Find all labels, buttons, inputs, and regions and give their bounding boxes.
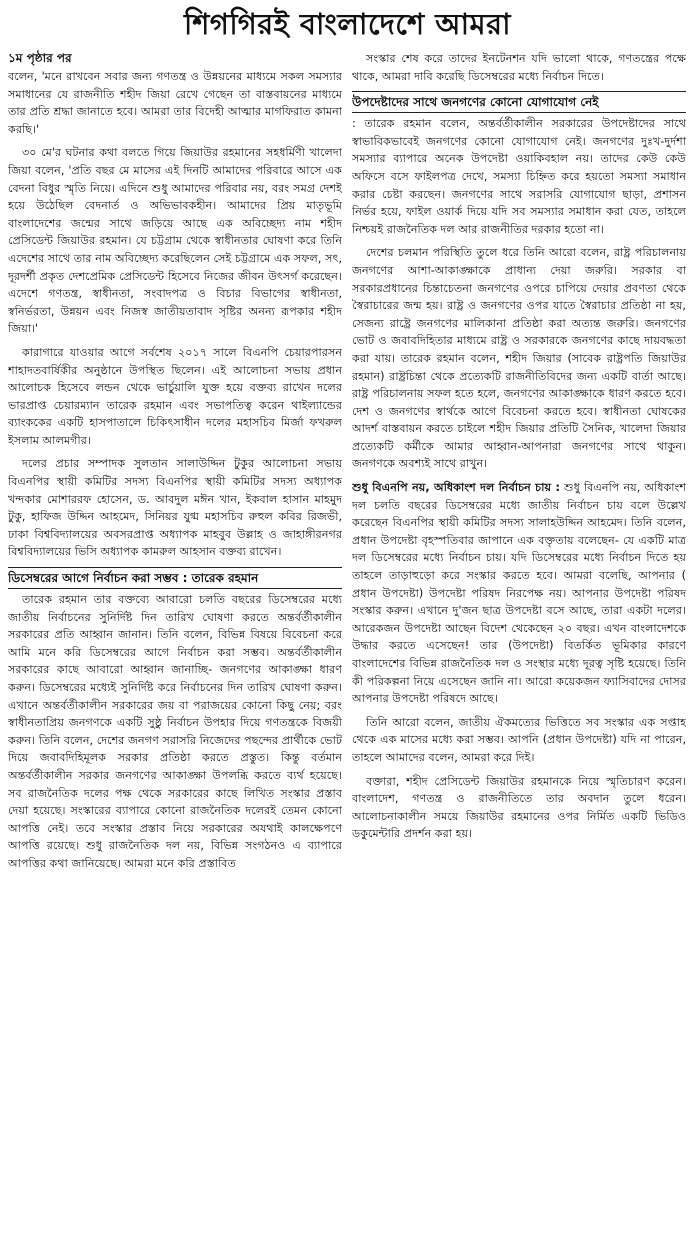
paragraph [352,479,686,708]
paragraph: তিনি আরো বলেন, জাতীয় ঐকমত্যের ভিত্তিতে সব সংস্কার এক সপ্তাহ থেকে এক মাসের মধ্যে করা সম্ভব। আপনি (প্রধান উপদেষ্টা) যদি না পারেন, তাহলে আমাদের বলেন, আমরা করে দিই। [352,715,686,764]
paragraph-text: শুধু বিএনপি নয়, অধিকাংশ দল চলতি বছরের ডিসেম্বরের মধ্যে জাতীয় নির্বাচন চায় বলে উল্লেখ করেছেন বিএনপির স্থায়ী কমিটির সদস্য সালাহউদ্দিন আহমেদ। তিনি বলেন, প্রধান উপদেষ্টা বৃহস্পতিবার জাপানে এক বক্তৃতায় বলেছেন- যে একটি মাত্র দল ডিসেম্বরের মধ্যে নির্বাচন চায়। যদি ডিসেম্বরের মধ্যে নির্বাচন দিতে হয় তাহলে তাড়াহুড়ো করে সংস্কার করতে হবে। আমরা বলেছি, আপনার ( প্রধান উপদেষ্টা) উপদেষ্টা পরিষদ নিরপেক্ষ নয়। আপনার উপদেষ্টা পরিষদ সংস্কার করুন। এখানে দু'জন ছাত্র উপদেষ্টা বসে আছে, তারা একটা দলের। আরেকজন উপদেষ্টা আছেন বিদেশ থেকেছেন ২০ বছর। এখন বাংলাদেশকে উদ্ধার করতে এসেছেন! তার (উপদেষ্টা) বিতর্কিত ভূমিকার কারণে বাংলাদেশের বিভিন্ন রাজনৈতিক দল ও সংস্থার মধ্যে দূরত্ব সৃষ্টি হয়েছে। তিনি কী পরিকল্পনা নিয়ে এসেছেন জানি না। আরো কয়েকজন ফ্যাসিবাদের দোসর আপনার উপদেষ্টা পরিষদে আছে। [352,481,686,706]
right-column [352,50,686,1254]
paragraph: কারাগারে যাওয়ার আগে সর্বশেষ ২০১৭ সালে বিএনপি চেয়ারপারসন শাহাদতবার্ষিকীর অনুষ্ঠানে উপস্থিত ছিলেন। এই আলোচনা সভায় প্রধান আলোচক হিসেবে লন্ডন থেকে ভার্চুয়ালি যুক্ত হয়ে বক্তব্য রাখেন দলের ভারপ্রাপ্ত চেয়ারম্যান তারেক রহমান এবং সভাপতিত্ব করেন থাইল্যান্ডের ব্যাংককের একটি হাসপাতালে চিকিৎসাধীন দলের মহাসচিব মির্জা ফখরুল ইসলাম আলমগীর। [8,345,342,447]
continued-from-label: ১ম পৃষ্ঠার পর [8,51,72,65]
subheading: উপদেষ্টাদের সাথে জনগণের কোনো যোগাযোগ নেই [352,91,686,113]
paragraph: বক্তারা, শহীদ প্রেসিডেন্ট জিয়াউর রহমানকে নিয়ে স্মৃতিচারণ করেন। বাংলাদেশ, গণতন্ত্র ও রাজনীতিতে তার অবদান তুলে ধরেন। আলোচনাকালীন সময়ে জিয়াউর রহমানের ওপর নির্মিত একটি ভিডিও ডকুমেন্টারি প্রদর্শন করা হয়। [352,774,686,841]
paragraph: দলের প্রচার সম্পাদক সুলতান সালাউদ্দিন টুকুর আলোচনা সভায় বিএনপির স্থায়ী কমিটির সদস্য বিএনপির স্থায়ী কমিটির সদস্য অধ্যাপক খন্দকার মোশাররফ হোসেন, ড. আবদুল মঈন খান, ইকবাল হাসান মাহমুদ টুকু, হাফিজ উদ্দিন আহমেদ, সিনিয়র যুগ্ম মহাসচিব রুহুল কবির রিজভী, ঢাকা বিশ্ববিদ্যালয়ের অবসরপ্রাপ্ত অধ্যাপক মাহবুব উল্লাহ ও জাহাঙ্গীরনগর বিশ্ববিদ্যালয়ের ভিসি অধ্যাপক কামরুল আহসান বক্তব্য রাখেন। [8,457,342,559]
paragraph: : তারেক রহমান বলেন, অন্তর্বর্তীকালীন সরকারের উপদেষ্টাদের সাথে স্বাভাবিকভাবেই জনগণের কোনো যোগাযোগ নেই। জনগণের দুঃখ-দুর্দশা সমস্যার ব্যাপারে অনেক উপদেষ্টা ওয়াকিবহাল নয়। তাদের কেউ কেউ অফিসে বসে ফাইলপত্র দেখে, সমস্যা চিহ্নিত করে হয়তো সমস্যা সমাধান করার চেষ্টা করছেন। জনগণের সাথে সরাসরি যোগাযোগ ছাড়া, প্রশাসন নির্ভর হয়ে, ফাইল ওয়ার্ক দিয়ে যদি সব সমস্যার সমাধান করা যেত, তাহলে নিশ্চয়ই রাজনৈতিক দল আর রাজনীতির দরকার হতো না। [352,117,686,236]
paragraph: বলেন, 'মনে রাখবেন সবার জন্য গণতন্ত্র ও উন্নয়নের মাধ্যমে সকল সমস্যার সমাধানের যে রাজনীতি শহীদ জিয়া রেখে গেছেন তা বাস্তবায়নের মাধ্যমে তার প্রতি শ্রদ্ধা জানাতে হবে। আমরা তার বিদেহী আত্মার মাগফিরাত কামনা করছি।' [8,70,342,136]
paragraph: সংস্কার শেষ করে তাদের ইনটেনশন যদি ভালো থাকে, গণতন্ত্রের পক্ষে থাকে, আমরা দাবি করেছি ডিসেম্বরের মধ্যে নির্বাচন দিতে। [352,52,686,83]
article-columns [8,50,687,1254]
headline: শিগগিরই বাংলাদেশে আমরা [183,7,512,41]
inline-subheading: শুধু বিএনপি নয়, অধিকাংশ দল নির্বাচন চায় : [352,481,560,495]
subheading: ডিসেম্বরের আগে নির্বাচন করা সম্ভব : তারেক রহমান [8,567,342,589]
paragraph: দেশের চলমান পরিস্থিতি তুলে ধরে তিনি আরো বলেন, রাষ্ট্র পরিচালনায় জনগণের আশা-আকাঙ্ক্ষাকে প্রাধান্য দেয়া জরুরি। সরকার বা সরকারপ্রধানের চিন্তাচেতনা জনগণের ওপরে চাপিয়ে দেয়ার প্রবণতা থেকে স্বৈরাচারের জন্ম হয়। রাষ্ট্র ও জনগণের ওপর যাতে স্বৈরাচার প্রতিষ্ঠা না হয়, সেজন্য রাষ্ট্রে জনগণের মালিকানা প্রতিষ্ঠা করা অত্যন্ত জরুরি। জনগণের ভোট ও জবাবদিহিতার মাধ্যমে রাষ্ট্র ও সরকারকে জনগণের কাছে দায়বদ্ধতা করা যায়। তারেক রহমান বলেন, শহীদ জিয়ার (সাবেক রাষ্ট্রপতি জিয়াউর রহমান) রাষ্ট্রচিন্তা থেকে প্রত্যেকটি রাজনীতিবিদের জন্য একটি বার্তা আছে। রাষ্ট্র পরিচালনায় সফল হতে হলে, জনগণের আকাঙ্ক্ষাকে ধারণ করতে হবে। দেশ ও জনগণের স্বার্থকে আগে বিবেচনা করতে হবে। স্বাধীনতা ঘোষকের আদর্শ বাস্তবায়ন করতে চাইলে শহীদ জিয়ার প্রতিটি সৈনিক, খালেদা জিয়ার প্রত্যেকটি কর্মীকে আমার আহ্বান-আপনারা জনগণের সাথে থাকুন। জনগণকে অবশ্যই সাথে রাখুন। [352,246,686,471]
paragraph: ৩০ মে'র ঘটনার কথা বলতে গিয়ে জিয়াউর রহমানের সহধর্মিণী খালেদা জিয়া বলেন, 'প্রতি বছর মে মাসের এই দিনটি আমাদের পরিবারে আসে এক বেদনা বিধুর স্মৃতি নিয়ে। এদিনে শুধু আমাদের পরিবার নয়, বরং সমগ্র দেশই হয়ে উঠেছিল বেদনার্ত ও অভিভাবকহীন। আমাদের প্রিয় মাতৃভূমি বাংলাদেশের জন্মের সাথে জড়িয়ে আছে এক অবিচ্ছেদ্য নাম শহীদ প্রেসিডেন্ট জিয়াউর রহমান। যে চট্টগ্রাম থেকে স্বাধীনতার ঘোষণা করে তিনি এদেশের সাথে তার নাম অবিচ্ছেদ্য করেছিলেন সেই চট্টগ্রামে এক সফল, সৎ, দূরদর্শী প্রকৃত দেশপ্রেমিক প্রেসিডেন্ট হিসেবে নিজের জীবন উৎসর্গ করেছেন। এদেশে গণতন্ত্র, স্বাধীনতা, সংবাদপত্র ও বিচার বিভাগের স্বাধীনতা, স্বনির্ভরতা, উন্নয়ন এবং নিজস্ব জাতীয়তাবাদ সৃষ্টির অনন্য রূপকার শহীদ জিয়া।' [8,146,342,336]
paragraph: তারেক রহমান তার বক্তব্যে আবারো চলতি বছরের ডিসেম্বরের মধ্যে জাতীয় নির্বাচনের সুনির্দিষ্ট দিন তারিখ ঘোষণা করতে অন্তর্বর্তীকালীন সরকারের প্রতি আহ্বান জানান। তিনি বলেন, বিভিন্ন বিষয়ে বিবেচনা করে আমি মনে করি ডিসেম্বরের আগে নির্বাচন করা সম্ভব। অন্তর্বর্তীকালীন সরকারের কাছে আবারো আহ্বান জানাচ্ছি- জনগণের আকাঙ্ক্ষা ধারণ করুন। ডিসেম্বরের মধ্যেই সুনির্দিষ্ট করে নির্বাচনের দিন তারিখ ঘোষণা করুন। এখানে অন্তর্বর্তীকালীন সরকারের জয় বা পরাজয়ের কোনো কিছু নেয়; বরং স্বাধীনতাপ্রিয় জনগণকে একটি সুষ্ঠু নির্বাচন উপহার দিয়ে গণতন্ত্রকে বিজয়ী করুন। তিনি বলেন, দেশের জনগণ সরাসরি নিজেদের পছন্দের প্রার্থীকে ভোট দিয়ে জবাবদিহিমূলক সরকার প্রতিষ্ঠা করতে প্রস্তুত। কিন্তু বর্তমান অন্তর্বর্তীকালীন সরকার জনগণের আকাঙ্ক্ষা উপলব্ধি করতে ব্যর্থ হয়েছে। সব রাজনৈতিক দলের পক্ষ থেকে সরকারের কাছে লিখিত সংস্কার প্রস্তাব দেয়া হয়েছে। সংস্কারের ব্যাপারে কোনো রাজনৈতিক দলেরই তেমন কোনো আপত্তি নেই। তবে সংস্কার প্রস্তাব নিয়ে সরকারের অযথাই কালক্ষেপণে আপত্তি রয়েছে। শুধু রাজনৈতিক দল নয়, বিভিন্ন সংগঠনও এ ব্যাপারে আপত্তির কথা জানিয়েছে। আমরা মনে করি প্রস্তাবিত [8,593,342,870]
left-column [8,50,342,1254]
